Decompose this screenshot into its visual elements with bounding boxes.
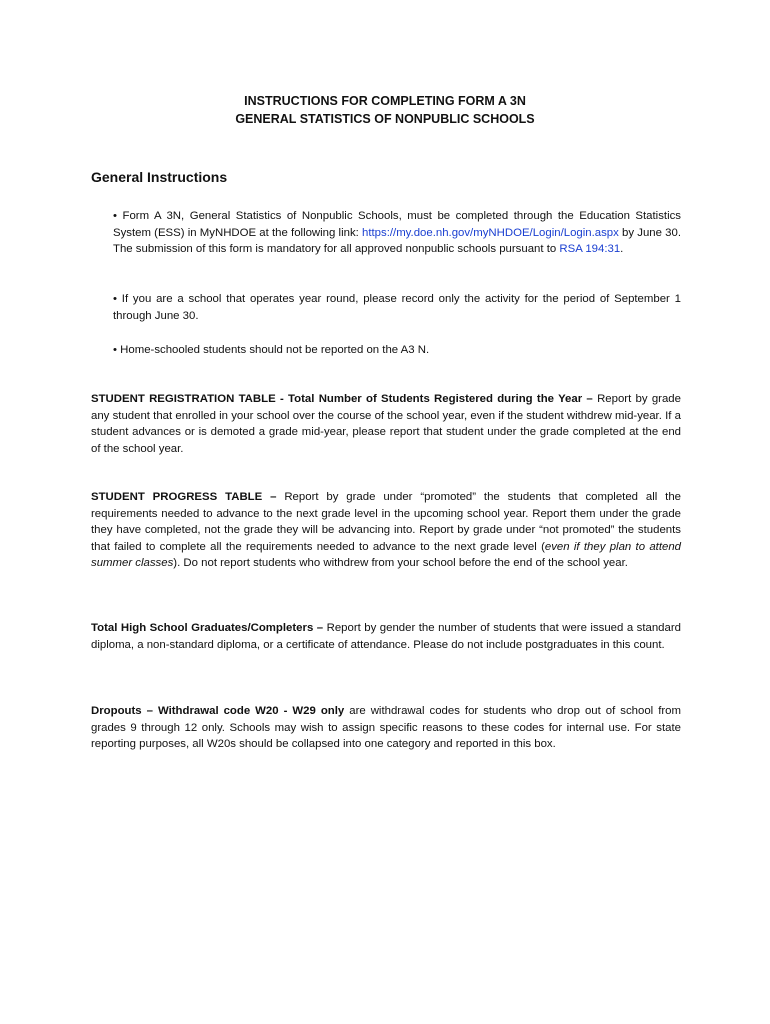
progress-section xyxy=(91,489,681,572)
graduates-section xyxy=(91,620,681,653)
progress-text-end: ). Do not report students who withdrew from your school before the end of the school year. xyxy=(173,557,628,570)
mynhdoe-login-link[interactable]: https://my.doe.nh.gov/myNHDOE/Login/Login.aspx xyxy=(362,226,619,239)
bullet-ess-text-2: by June 30. The submission of this form is mandatory for all approved nonpublic schools pursuant to xyxy=(113,226,681,256)
registration-text: Report by grade any student that enrolled in your school over the course of the school year, even if the student withdrew mid-year. If a student advances or is demoted a grade mid-year, please report that student under the grade completed at the end of the school year. xyxy=(91,393,681,455)
dropouts-heading: Dropouts – Withdrawal code W20 - W29 only xyxy=(91,705,345,717)
bullet-ess-submission xyxy=(113,208,681,258)
bullet-home-schooled: • Home-schooled students should not be reported on the A3 N. xyxy=(113,344,430,356)
bullet-ess-text: • Form A 3N, General Statistics of Nonpublic Schools, must be completed through the Education Statistics System (ESS) in MyNHDOE at the following link: xyxy=(113,210,681,239)
graduates-heading: Total High School Graduates/Completers – xyxy=(91,622,324,634)
registration-heading: STUDENT REGISTRATION TABLE - Total Number of Students Registered during the Year – xyxy=(91,393,593,405)
registration-section xyxy=(91,391,681,457)
dropouts-text: are withdrawal codes for students who drop out of school from grades 9 through 12 only. Schools may wish to assign specific reasons to these codes for internal use. For state reporting purposes, all W20s should be collapsed into one category and reported in this box. xyxy=(91,705,681,751)
progress-italic-note: even if they plan to attend summer classes xyxy=(91,540,681,570)
document-title-line-1: INSTRUCTIONS FOR COMPLETING FORM A 3N xyxy=(244,94,526,108)
document-title-line-2: GENERAL STATISTICS OF NONPUBLIC SCHOOLS xyxy=(235,112,535,126)
bullet-year-round: • If you are a school that operates year round, please record only the activity for the period of September 1 through June 30. xyxy=(113,293,681,322)
bullet-ess-end: . xyxy=(620,243,624,256)
general-instructions-heading: General Instructions xyxy=(91,169,228,185)
progress-text: Report by grade under “promoted” the students that completed all the requirements needed to advance to the next grade level in the upcoming school year. Report them under the grade they have completed, not the grade they will be advancing into. Report by grade under “not promoted” the students that failed to complete all the requirements needed to advance to the next grade level ( xyxy=(91,491,681,553)
rsa-link[interactable]: RSA 194:31 xyxy=(559,243,621,256)
progress-heading: STUDENT PROGRESS TABLE – xyxy=(91,491,277,503)
graduates-text: Report by gender the number of students that were issued a standard diploma, a non-standard diploma, or a certificate of attendance. Please do not include postgraduates in this count. xyxy=(91,622,681,651)
dropouts-section xyxy=(91,703,681,753)
